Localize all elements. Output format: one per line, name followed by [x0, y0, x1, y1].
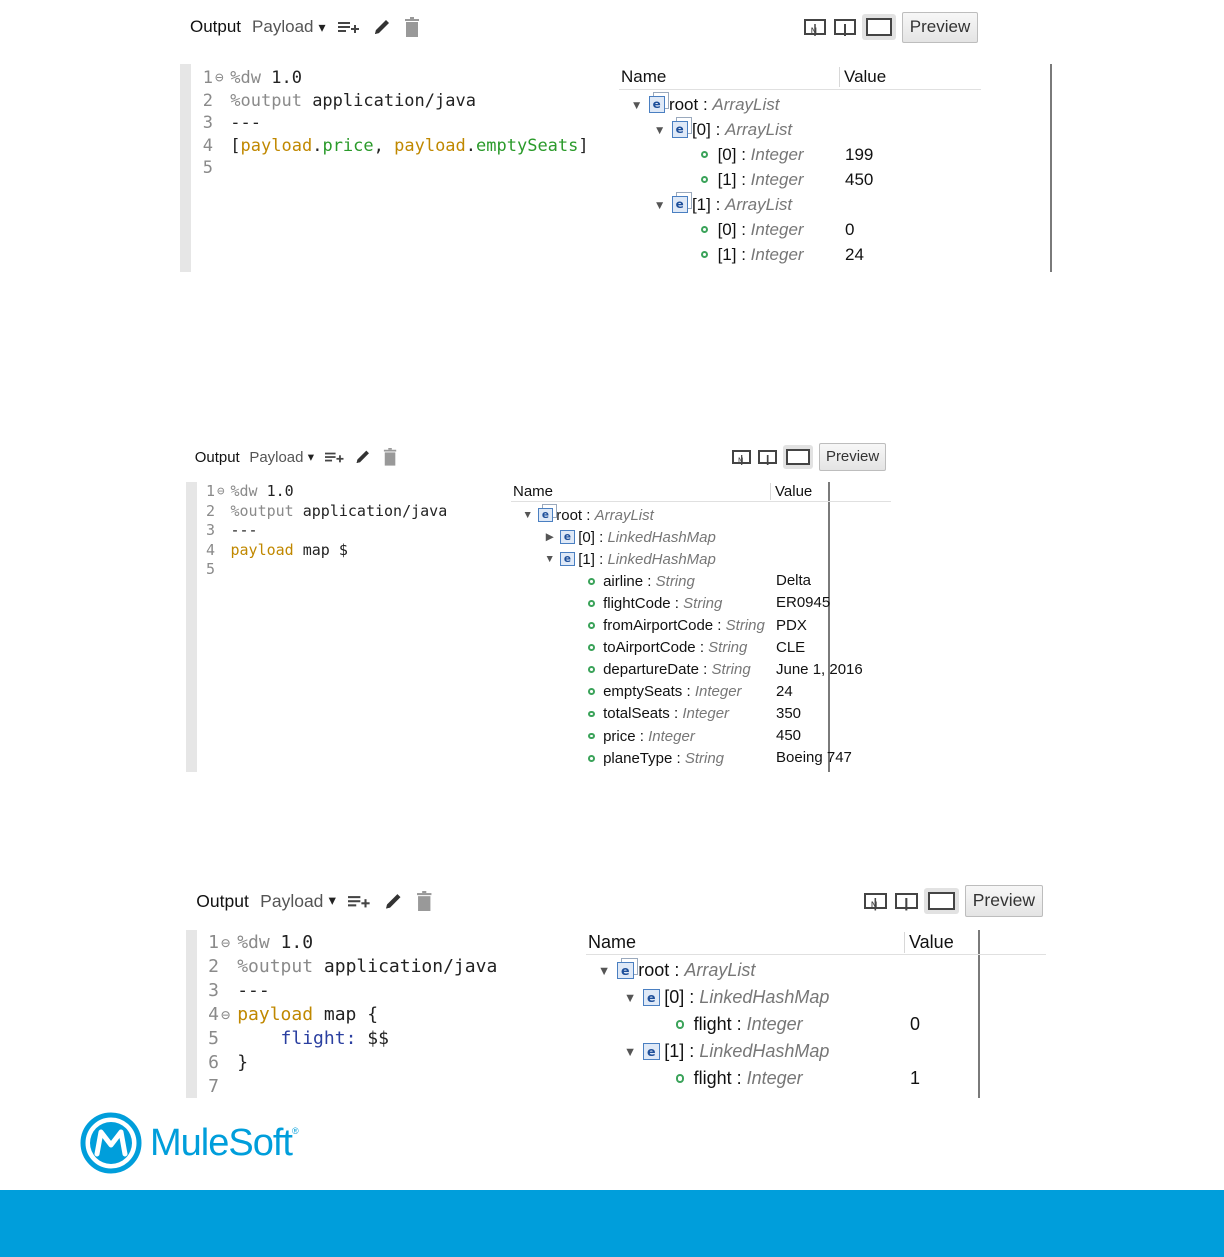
code-line [197, 1051, 582, 1075]
field-dot-icon [588, 666, 595, 673]
split-two-icon[interactable] [834, 19, 856, 35]
node-type: Integer [746, 1014, 803, 1034]
line-number: 3 [202, 113, 213, 133]
line-number: 1 [208, 932, 219, 953]
tree-row[interactable] [565, 637, 747, 659]
field-dot-icon [676, 1020, 684, 1028]
node-type: String [655, 572, 695, 590]
node-value: 0 [845, 220, 855, 239]
code-token: map { [313, 1004, 379, 1025]
fold-gutter [217, 560, 231, 580]
node-value: 199 [845, 145, 874, 164]
preview-button[interactable]: Preview [902, 12, 978, 43]
node-value: CLE [776, 638, 806, 656]
code-line [197, 502, 506, 522]
line-number: 1 [205, 482, 215, 500]
node-separator: : [669, 705, 683, 723]
single-view-icon [866, 18, 892, 36]
tree-row[interactable] [648, 1011, 803, 1038]
code-token: [ [230, 135, 241, 156]
code-token: price [322, 135, 374, 156]
code-token: 1.0 [266, 482, 294, 500]
view-controls [800, 10, 978, 44]
node-type: ArrayList [594, 506, 654, 524]
code-token: application/java [323, 956, 498, 977]
node-separator: : [684, 1041, 700, 1061]
node-type: LinkedHashMap [607, 528, 716, 546]
code-token: } [237, 1052, 249, 1073]
output-label: Output [194, 448, 240, 466]
field-dot-icon [588, 755, 595, 762]
node-value: 0 [910, 1014, 921, 1034]
node-separator: : [698, 94, 713, 114]
logo-wordmark: MuleSoft [150, 1121, 292, 1164]
line-number: 7 [208, 1076, 219, 1097]
trash-icon[interactable] [416, 891, 432, 912]
output-tree [619, 64, 981, 272]
fold-gutter [217, 502, 231, 522]
field-dot-icon [701, 151, 709, 159]
payload-label: Payload [249, 448, 304, 466]
node-value: 24 [776, 682, 793, 700]
column-name-header[interactable]: Name [621, 66, 667, 86]
code-line [191, 90, 614, 113]
field-dot-icon [588, 733, 595, 740]
node-type: Integer [750, 169, 804, 189]
node-separator: : [635, 727, 649, 745]
triangle-down-icon: ▾ [307, 450, 314, 464]
node-value: 350 [776, 704, 802, 722]
tree-row[interactable] [565, 615, 765, 637]
node-value: 450 [776, 727, 802, 744]
fold-gutter [221, 1075, 237, 1098]
line-number: 3 [208, 980, 219, 1001]
node-name: departureDate [603, 661, 699, 679]
expand-down-icon[interactable]: ▼ [653, 122, 666, 137]
node-name: root [638, 960, 670, 980]
output-label: Output [190, 17, 242, 36]
node-separator: : [594, 528, 608, 546]
code-line [191, 112, 614, 135]
node-name: flightCode [603, 594, 671, 612]
line-number: 6 [208, 1052, 219, 1073]
expand-down-icon[interactable]: ▼ [630, 97, 643, 112]
add-list-icon[interactable] [348, 893, 371, 909]
payload-label: Payload [260, 890, 324, 911]
footer-bar [0, 1190, 1224, 1257]
code-line [191, 135, 614, 158]
node-type: ArrayList [725, 119, 793, 139]
node-type: LinkedHashMap [699, 987, 830, 1007]
code-token: , [373, 135, 395, 156]
payload-dropdown[interactable] [260, 891, 336, 912]
node-value: 450 [845, 170, 874, 189]
tree-row[interactable] [652, 192, 792, 217]
expand-down-icon[interactable]: ▼ [623, 1044, 637, 1059]
node-separator: : [736, 244, 751, 264]
single-view-toggle[interactable] [924, 888, 959, 915]
tree-row[interactable] [629, 92, 779, 117]
tree-row[interactable] [565, 681, 742, 703]
split-n-icon[interactable] [732, 450, 751, 464]
line-number: 5 [205, 560, 215, 578]
pencil-icon[interactable] [372, 17, 392, 37]
node-separator: : [594, 550, 608, 568]
node-separator: : [736, 219, 751, 239]
node-value: PDX [776, 616, 807, 634]
code-token: payload [394, 135, 466, 156]
line-number: 2 [205, 501, 215, 520]
node-type: Integer [694, 683, 742, 701]
node-name: fromAirportCode [603, 617, 714, 635]
output-tree [511, 482, 891, 772]
field-dot-icon [588, 600, 595, 607]
code-token: emptySeats [476, 135, 579, 156]
pencil-icon[interactable] [383, 891, 404, 912]
split-two-icon[interactable] [895, 893, 918, 909]
code-line [191, 157, 614, 180]
node-name: [1] [691, 194, 711, 214]
code-token: --- [230, 113, 262, 133]
node-name: emptySeats [603, 683, 683, 701]
node-separator: : [582, 506, 595, 524]
column-name-header[interactable]: Name [513, 483, 554, 500]
class-icon: e [560, 530, 574, 544]
node-separator: : [710, 119, 726, 139]
node-type: ArrayList [684, 960, 756, 980]
node-separator: : [713, 617, 726, 635]
expand-down-icon[interactable]: ▼ [653, 197, 666, 212]
node-value: Delta [776, 572, 812, 590]
node-type: Integer [648, 727, 695, 745]
node-value: 24 [845, 245, 864, 264]
code-token: payload [240, 135, 313, 156]
node-type: String [725, 617, 765, 635]
node-separator: : [710, 194, 726, 214]
node-separator: : [672, 749, 685, 767]
node-name: toAirportCode [603, 639, 696, 657]
triangle-down-icon: ▾ [318, 18, 326, 35]
svg-text:N: N [810, 27, 818, 36]
fold-toggle-icon[interactable]: ⊖ [221, 934, 231, 952]
column-name-header[interactable]: Name [588, 931, 637, 952]
code-line [191, 67, 614, 90]
node-name: root [556, 506, 583, 524]
trademark-mark: ® [291, 1126, 299, 1136]
add-list-icon[interactable] [338, 19, 360, 35]
code-token: flight [237, 1028, 346, 1049]
node-name: flight [693, 1068, 732, 1088]
node-type: Integer [750, 219, 804, 239]
field-dot-icon [676, 1074, 684, 1082]
tree-row[interactable] [565, 570, 695, 592]
fold-gutter [221, 955, 237, 979]
class-icon: e [643, 1043, 660, 1060]
preview-button[interactable]: Preview [819, 443, 886, 470]
payload-dropdown[interactable] [252, 17, 325, 37]
line-number: 5 [202, 158, 213, 178]
field-dot-icon [701, 176, 709, 184]
node-name: [1] [717, 244, 737, 264]
tree-row[interactable] [622, 1038, 829, 1065]
payload-dropdown[interactable] [249, 449, 314, 466]
add-list-icon[interactable] [325, 450, 344, 464]
triangle-down-icon: ▾ [328, 893, 336, 909]
code-line [197, 541, 506, 561]
fold-toggle-icon[interactable]: ⊖ [217, 484, 225, 499]
code-token: %dw [237, 932, 281, 953]
tree-row[interactable] [675, 217, 804, 242]
script-editor[interactable] [180, 64, 614, 272]
node-separator: : [695, 639, 709, 657]
output-tree [586, 930, 1046, 1098]
tree-row[interactable] [565, 703, 729, 725]
field-dot-icon [588, 711, 595, 718]
tree-row[interactable] [648, 1065, 803, 1092]
node-type: Integer [750, 144, 804, 164]
script-editor[interactable] [186, 930, 582, 1098]
node-value: Boeing 747 [776, 749, 852, 767]
single-view-toggle[interactable] [862, 14, 896, 40]
code-line [197, 482, 506, 502]
fold-gutter [221, 1027, 237, 1051]
code-token: %dw [230, 482, 267, 500]
tree-row[interactable] [565, 659, 751, 681]
field-dot-icon [701, 226, 709, 234]
mulesoft-logo-icon [80, 1112, 142, 1174]
tree-row[interactable] [521, 504, 654, 526]
pencil-icon[interactable] [354, 448, 372, 466]
field-dot-icon [588, 622, 595, 629]
code-line [197, 1027, 582, 1051]
view-controls [728, 442, 886, 472]
single-view-icon [928, 892, 955, 910]
node-name: [0] [664, 987, 685, 1007]
tree-row[interactable] [675, 242, 804, 267]
tree-row[interactable] [543, 548, 716, 570]
mapping-panel-3 [186, 883, 1043, 1098]
code-token: 1.0 [271, 68, 302, 88]
code-token: $$ [367, 1028, 389, 1049]
mulesoft-logo [80, 1112, 299, 1174]
node-type: LinkedHashMap [699, 1041, 830, 1061]
script-editor[interactable] [186, 482, 506, 772]
mapping-panel-1 [180, 10, 978, 272]
column-value-header[interactable]: Value [839, 67, 981, 87]
node-name: [0] [691, 119, 711, 139]
class-icon: e [643, 989, 660, 1006]
tree-row[interactable] [675, 167, 804, 192]
fold-gutter [215, 112, 230, 135]
node-name: planeType [603, 749, 673, 767]
code-token: payload [237, 1004, 314, 1025]
fold-gutter [221, 1051, 237, 1075]
code-token: . [312, 135, 323, 156]
node-name: totalSeats [603, 705, 670, 723]
code-line [197, 1003, 582, 1027]
line-number: 2 [202, 90, 213, 111]
line-number: 2 [208, 956, 219, 977]
class-stack-icon: e [617, 962, 634, 979]
code-token: application/java [312, 90, 476, 111]
code-token: %output [237, 956, 324, 977]
code-token: ] [578, 135, 589, 156]
split-two-icon[interactable] [758, 450, 777, 464]
node-name: root [668, 94, 699, 114]
code-token: %output [230, 90, 313, 111]
node-type: ArrayList [712, 94, 780, 114]
trash-icon[interactable] [404, 17, 420, 37]
node-type: ArrayList [725, 194, 793, 214]
fold-toggle-icon[interactable]: ⊖ [221, 1006, 231, 1024]
code-token: %output [230, 501, 303, 520]
code-token: application/java [302, 501, 448, 520]
mapping-panel-2 [186, 442, 886, 772]
node-value: ER0945 [776, 594, 831, 612]
field-dot-icon [588, 578, 595, 585]
node-name: flight [693, 1014, 732, 1034]
svg-text:N: N [737, 456, 744, 465]
node-type: String [711, 661, 751, 679]
node-separator: : [669, 960, 685, 980]
code-line [197, 560, 506, 580]
code-token: %dw [230, 68, 272, 88]
node-name: [0] [578, 528, 595, 546]
expand-right-icon[interactable]: ▶ [545, 531, 554, 544]
fold-gutter [215, 135, 230, 158]
code-line [197, 955, 582, 979]
node-type: String [684, 749, 725, 767]
code-line [197, 979, 582, 1003]
node-separator: : [682, 683, 695, 701]
tree-row[interactable] [652, 117, 792, 142]
tree-row[interactable] [622, 984, 829, 1011]
code-line [197, 931, 582, 955]
tree-header [619, 64, 981, 90]
fold-toggle-icon[interactable]: ⊖ [215, 70, 224, 86]
column-value-header[interactable]: Value [770, 483, 891, 500]
output-label: Output [196, 890, 249, 911]
tree-header [586, 930, 1046, 955]
node-name: [1] [578, 550, 595, 568]
split-n-icon[interactable] [804, 19, 826, 35]
tree-row[interactable] [565, 725, 695, 747]
code-token: 1.0 [280, 932, 314, 953]
code-line [197, 1075, 582, 1098]
split-n-icon[interactable] [864, 893, 887, 909]
node-separator: : [736, 169, 751, 189]
node-separator: : [643, 572, 656, 590]
output-toolbar [180, 10, 978, 44]
node-name: price [603, 727, 636, 745]
line-number: 4 [202, 135, 213, 156]
field-dot-icon [588, 688, 595, 695]
tree-row[interactable] [543, 526, 716, 548]
tree-header [511, 482, 891, 502]
node-type: String [708, 639, 748, 657]
node-type: String [683, 594, 723, 612]
pane-splitter[interactable] [1050, 64, 1052, 272]
line-number: 4 [205, 540, 215, 559]
node-separator: : [670, 594, 684, 612]
line-number: 3 [205, 521, 215, 539]
code-token: . [465, 135, 477, 156]
fold-gutter [217, 521, 231, 541]
line-number: 5 [208, 1028, 219, 1049]
node-name: [0] [717, 144, 737, 164]
expand-down-icon[interactable]: ▼ [522, 509, 533, 522]
node-name: airline [603, 572, 644, 590]
tree-row[interactable] [565, 592, 722, 614]
code-token: --- [230, 521, 258, 539]
svg-text:N: N [870, 900, 878, 911]
field-dot-icon [701, 251, 709, 259]
tree-row[interactable] [596, 957, 755, 984]
class-stack-icon: e [672, 121, 688, 137]
line-number: 4 [208, 1004, 219, 1025]
node-separator: : [684, 987, 700, 1007]
code-token: : [345, 1028, 368, 1049]
node-type: Integer [682, 705, 730, 723]
class-stack-icon: e [538, 508, 552, 522]
fold-gutter [215, 90, 230, 113]
output-toolbar [186, 442, 886, 472]
expand-down-icon[interactable]: ▼ [544, 553, 555, 566]
tree-row[interactable] [675, 142, 804, 167]
node-type: Integer [746, 1068, 803, 1088]
node-type: Integer [750, 244, 804, 264]
node-name: [0] [717, 219, 737, 239]
output-toolbar [186, 883, 1043, 919]
node-name: [1] [664, 1041, 685, 1061]
node-value: 1 [910, 1068, 921, 1088]
fold-gutter [217, 541, 231, 561]
code-token: payload [230, 540, 294, 559]
fold-gutter [221, 979, 237, 1003]
code-token: map $ [293, 540, 348, 559]
node-type: LinkedHashMap [607, 550, 716, 568]
code-token: --- [237, 980, 270, 1001]
payload-label: Payload [252, 17, 314, 36]
trash-icon[interactable] [383, 448, 397, 466]
line-number: 1 [202, 68, 213, 88]
code-line [197, 521, 506, 541]
class-stack-icon: e [672, 196, 688, 212]
preview-button[interactable]: Preview [965, 885, 1043, 917]
expand-down-icon[interactable]: ▼ [623, 990, 637, 1005]
single-view-toggle[interactable] [783, 445, 813, 468]
node-separator: : [699, 661, 712, 679]
field-dot-icon [588, 644, 595, 651]
class-icon: e [560, 552, 574, 566]
tree-row[interactable] [565, 747, 724, 769]
node-value: June 1, 2016 [776, 660, 863, 678]
node-separator: : [736, 144, 751, 164]
single-view-icon [786, 449, 809, 465]
expand-down-icon[interactable]: ▼ [597, 963, 611, 978]
column-value-header[interactable]: Value [904, 932, 1046, 953]
node-separator: : [731, 1068, 747, 1088]
node-separator: : [731, 1014, 747, 1034]
node-name: [1] [717, 169, 737, 189]
class-stack-icon: e [649, 96, 665, 112]
fold-gutter [215, 157, 230, 180]
view-controls [860, 883, 1043, 919]
